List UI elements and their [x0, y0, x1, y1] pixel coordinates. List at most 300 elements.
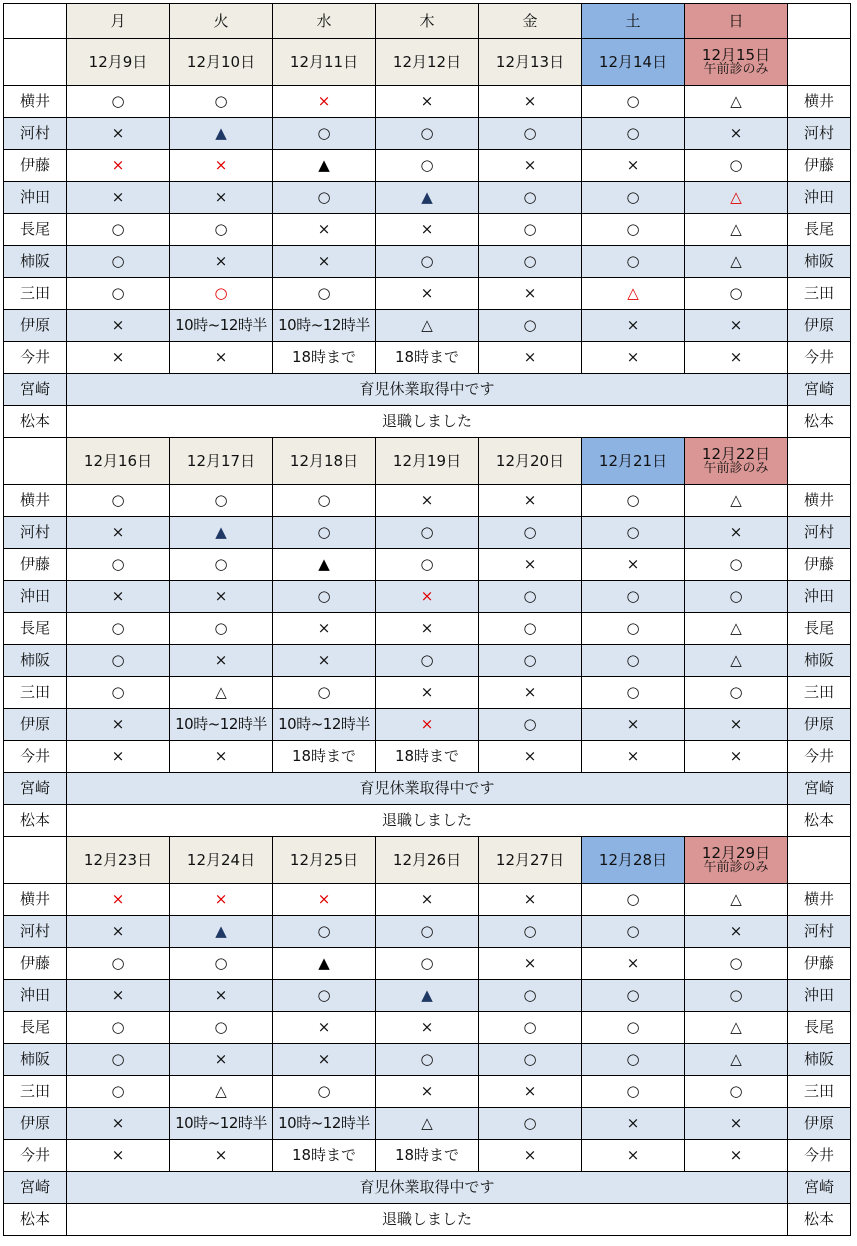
date-row-blank — [4, 837, 67, 884]
schedule-cell: × — [376, 485, 479, 517]
schedule-cell: △ — [582, 278, 685, 310]
staff-row — [4, 150, 851, 182]
schedule-cell: ○ — [376, 645, 479, 677]
schedule-cell: × — [479, 86, 582, 118]
schedule-cell: × — [582, 549, 685, 581]
schedule-cell: ○ — [582, 118, 685, 150]
date-cell — [582, 39, 685, 86]
schedule-cell: × — [273, 613, 376, 645]
staff-name-right: 柿阪 — [788, 1044, 851, 1076]
schedule-cell: × — [582, 741, 685, 773]
staff-name: 横井 — [4, 86, 67, 118]
schedule-cell: ○ — [376, 916, 479, 948]
weekday-header-1: 月 — [67, 4, 170, 39]
date-cell — [479, 39, 582, 86]
staff-name: 横井 — [4, 485, 67, 517]
staff-row — [4, 1108, 851, 1140]
date-label: 12月27日 — [495, 850, 565, 869]
date-label: 12月18日 — [289, 451, 359, 470]
schedule-cell: ○ — [582, 1012, 685, 1044]
schedule-cell: ○ — [479, 916, 582, 948]
schedule-cell: ○ — [170, 613, 273, 645]
schedule-cell: × — [273, 884, 376, 916]
schedule-cell: × — [273, 645, 376, 677]
schedule-cell: ○ — [67, 1076, 170, 1108]
date-label: 12月12日 — [392, 52, 462, 71]
date-label: 12月17日 — [186, 451, 256, 470]
schedule-cell: ○ — [170, 549, 273, 581]
schedule-cell: ○ — [479, 1044, 582, 1076]
staff-name-right: 三田 — [788, 1076, 851, 1108]
staff-row — [4, 118, 851, 150]
schedule-cell: × — [67, 884, 170, 916]
date-label: 12月10日 — [186, 52, 256, 71]
schedule-cell: ○ — [685, 150, 788, 182]
date-label: 12月26日 — [392, 850, 462, 869]
weekday-header-4: 木 — [376, 4, 479, 39]
date-label: 12月16日 — [83, 451, 153, 470]
date-cell — [582, 438, 685, 485]
schedule-cell: × — [582, 1108, 685, 1140]
schedule-cell: × — [376, 86, 479, 118]
status-note: 退職しました — [67, 805, 788, 837]
schedule-cell: 18時まで — [273, 342, 376, 374]
weekday-header-3: 水 — [273, 4, 376, 39]
schedule-cell: ○ — [273, 517, 376, 549]
schedule-cell: × — [685, 1140, 788, 1172]
schedule-cell: ○ — [273, 980, 376, 1012]
schedule-cell: ○ — [376, 1044, 479, 1076]
staff-row — [4, 1044, 851, 1076]
schedule-cell: △ — [685, 485, 788, 517]
schedule-cell: × — [273, 1012, 376, 1044]
staff-row — [4, 1140, 851, 1172]
staff-name-right: 長尾 — [788, 613, 851, 645]
schedule-cell: ▲ — [273, 150, 376, 182]
weekday-header-2: 火 — [170, 4, 273, 39]
schedule-cell: ○ — [170, 485, 273, 517]
date-cell — [273, 837, 376, 884]
staff-name: 河村 — [4, 916, 67, 948]
date-cell — [67, 438, 170, 485]
schedule-cell: ○ — [479, 613, 582, 645]
schedule-cell: × — [685, 342, 788, 374]
staff-row — [4, 613, 851, 645]
schedule-cell: ○ — [582, 182, 685, 214]
schedule-cell: ○ — [273, 182, 376, 214]
date-label: 12月13日 — [495, 52, 565, 71]
schedule-cell: △ — [685, 1012, 788, 1044]
schedule-cell: × — [67, 741, 170, 773]
staff-name-right: 松本 — [788, 406, 851, 438]
date-row-blank-right — [788, 39, 851, 86]
date-label: 12月29日 — [701, 843, 771, 862]
schedule-cell: 18時まで — [376, 1140, 479, 1172]
schedule-cell: ○ — [376, 948, 479, 980]
schedule-cell: △ — [685, 86, 788, 118]
date-label: 12月15日 — [701, 45, 771, 64]
status-note: 育児休業取得中です — [67, 1172, 788, 1204]
corner-cell-right — [788, 4, 851, 39]
staff-row — [4, 581, 851, 613]
schedule-cell: ○ — [685, 278, 788, 310]
staff-span-row — [4, 1204, 851, 1236]
staff-name: 伊藤 — [4, 150, 67, 182]
status-note: 育児休業取得中です — [67, 374, 788, 406]
schedule-cell: ○ — [582, 86, 685, 118]
schedule-cell: △ — [376, 310, 479, 342]
schedule-cell: △ — [170, 677, 273, 709]
schedule-cell: × — [479, 677, 582, 709]
schedule-cell: × — [170, 1044, 273, 1076]
schedule-cell: × — [685, 741, 788, 773]
schedule-cell: ○ — [479, 980, 582, 1012]
schedule-cell: × — [479, 150, 582, 182]
staff-name-right: 横井 — [788, 884, 851, 916]
schedule-cell: △ — [376, 1108, 479, 1140]
staff-name-right: 横井 — [788, 485, 851, 517]
staff-name: 沖田 — [4, 980, 67, 1012]
date-label: 12月25日 — [289, 850, 359, 869]
schedule-cell: ○ — [170, 86, 273, 118]
schedule-cell: ○ — [67, 214, 170, 246]
staff-name: 三田 — [4, 278, 67, 310]
schedule-cell: ○ — [67, 677, 170, 709]
date-cell — [170, 837, 273, 884]
date-cell — [67, 39, 170, 86]
staff-name-right: 横井 — [788, 86, 851, 118]
schedule-cell: 10時~12時半 — [273, 709, 376, 741]
schedule-cell: × — [67, 310, 170, 342]
schedule-cell: × — [67, 342, 170, 374]
schedule-cell: × — [479, 278, 582, 310]
staff-name: 松本 — [4, 805, 67, 837]
date-cell — [685, 438, 788, 485]
morning-only-note: 午前診のみ — [703, 859, 769, 875]
staff-name: 長尾 — [4, 613, 67, 645]
date-cell — [685, 837, 788, 884]
schedule-cell: 10時~12時半 — [273, 310, 376, 342]
date-label: 12月24日 — [186, 850, 256, 869]
staff-name: 三田 — [4, 677, 67, 709]
date-label: 12月28日 — [598, 850, 668, 869]
schedule-cell: × — [479, 1140, 582, 1172]
schedule-cell: ○ — [67, 948, 170, 980]
schedule-cell: 18時まで — [376, 741, 479, 773]
staff-name-right: 沖田 — [788, 182, 851, 214]
schedule-cell: 10時~12時半 — [170, 310, 273, 342]
weekday-header-row — [4, 4, 851, 39]
date-cell — [582, 837, 685, 884]
schedule-cell: × — [170, 741, 273, 773]
staff-name: 柿阪 — [4, 645, 67, 677]
schedule-cell: × — [170, 884, 273, 916]
weekday-header-6: 土 — [582, 4, 685, 39]
date-label: 12月21日 — [598, 451, 668, 470]
schedule-cell: ○ — [685, 948, 788, 980]
staff-name: 伊藤 — [4, 948, 67, 980]
staff-row — [4, 980, 851, 1012]
schedule-cell: × — [376, 884, 479, 916]
staff-row — [4, 342, 851, 374]
schedule-cell: × — [376, 613, 479, 645]
schedule-cell: ○ — [582, 916, 685, 948]
schedule-cell: ○ — [582, 884, 685, 916]
staff-row — [4, 884, 851, 916]
schedule-cell: ▲ — [170, 517, 273, 549]
schedule-cell: ○ — [273, 581, 376, 613]
schedule-cell: × — [67, 182, 170, 214]
schedule-cell: × — [685, 1108, 788, 1140]
schedule-cell: ○ — [67, 246, 170, 278]
schedule-cell: ○ — [273, 1076, 376, 1108]
staff-name-right: 松本 — [788, 1204, 851, 1236]
staff-name-right: 沖田 — [788, 980, 851, 1012]
schedule-cell: ○ — [376, 150, 479, 182]
staff-row — [4, 1012, 851, 1044]
staff-span-row — [4, 773, 851, 805]
staff-row — [4, 1076, 851, 1108]
date-label: 12月14日 — [598, 52, 668, 71]
schedule-cell: × — [67, 1108, 170, 1140]
staff-row — [4, 709, 851, 741]
date-cell — [170, 438, 273, 485]
schedule-cell: × — [376, 581, 479, 613]
staff-name: 伊原 — [4, 1108, 67, 1140]
schedule-cell: ○ — [582, 246, 685, 278]
staff-name: 今井 — [4, 741, 67, 773]
status-note: 育児休業取得中です — [67, 773, 788, 805]
schedule-cell: × — [170, 182, 273, 214]
schedule-cell: × — [582, 709, 685, 741]
staff-name-right: 長尾 — [788, 214, 851, 246]
staff-row — [4, 485, 851, 517]
schedule-cell: × — [376, 709, 479, 741]
date-row-blank — [4, 438, 67, 485]
schedule-cell: × — [582, 1140, 685, 1172]
schedule-cell: ○ — [479, 645, 582, 677]
schedule-cell: × — [376, 677, 479, 709]
schedule-cell: × — [67, 1140, 170, 1172]
staff-name: 河村 — [4, 517, 67, 549]
staff-name-right: 柿阪 — [788, 645, 851, 677]
schedule-cell: × — [376, 1012, 479, 1044]
schedule-cell: × — [67, 709, 170, 741]
schedule-cell: ○ — [67, 1012, 170, 1044]
staff-name-right: 今井 — [788, 342, 851, 374]
date-row — [4, 39, 851, 86]
staff-name: 沖田 — [4, 581, 67, 613]
staff-name: 河村 — [4, 118, 67, 150]
staff-name-right: 伊藤 — [788, 549, 851, 581]
date-cell — [376, 438, 479, 485]
schedule-cell: ○ — [582, 581, 685, 613]
staff-row — [4, 86, 851, 118]
staff-name-right: 宮崎 — [788, 773, 851, 805]
staff-name: 長尾 — [4, 1012, 67, 1044]
schedule-cell: ○ — [376, 549, 479, 581]
schedule-cell: 10時~12時半 — [170, 709, 273, 741]
staff-name-right: 三田 — [788, 278, 851, 310]
schedule-cell: × — [67, 916, 170, 948]
schedule-cell: ○ — [67, 86, 170, 118]
schedule-cell: ○ — [479, 581, 582, 613]
schedule-cell: × — [479, 884, 582, 916]
schedule-cell: ○ — [479, 118, 582, 150]
staff-row — [4, 645, 851, 677]
schedule-cell: ○ — [479, 246, 582, 278]
schedule-cell: ○ — [582, 613, 685, 645]
schedule-cell: × — [582, 150, 685, 182]
doctor-schedule-table — [3, 3, 851, 1236]
date-label: 12月11日 — [289, 52, 359, 71]
schedule-cell: 18時まで — [376, 342, 479, 374]
schedule-cell: ○ — [170, 948, 273, 980]
schedule-cell: ○ — [376, 118, 479, 150]
schedule-cell: ○ — [479, 517, 582, 549]
corner-cell — [4, 4, 67, 39]
staff-row — [4, 741, 851, 773]
schedule-cell: × — [479, 948, 582, 980]
schedule-cell: × — [67, 581, 170, 613]
date-cell — [273, 438, 376, 485]
schedule-cell: ○ — [273, 916, 376, 948]
schedule-cell: △ — [170, 1076, 273, 1108]
schedule-cell: ○ — [67, 549, 170, 581]
staff-row — [4, 549, 851, 581]
date-label: 12月9日 — [88, 52, 148, 71]
date-cell — [479, 837, 582, 884]
schedule-cell: × — [273, 214, 376, 246]
date-cell — [67, 837, 170, 884]
schedule-cell: × — [170, 645, 273, 677]
staff-span-row — [4, 406, 851, 438]
schedule-cell: × — [582, 948, 685, 980]
schedule-cell: × — [479, 1076, 582, 1108]
schedule-cell: ○ — [376, 517, 479, 549]
schedule-cell: ▲ — [376, 980, 479, 1012]
schedule-cell: × — [376, 1076, 479, 1108]
date-cell — [685, 39, 788, 86]
staff-row — [4, 310, 851, 342]
staff-name-right: 柿阪 — [788, 246, 851, 278]
date-cell — [479, 438, 582, 485]
schedule-cell: × — [685, 517, 788, 549]
schedule-cell: × — [67, 118, 170, 150]
staff-name: 松本 — [4, 1204, 67, 1236]
staff-row — [4, 214, 851, 246]
date-cell — [376, 837, 479, 884]
weekday-header-7: 日 — [685, 4, 788, 39]
schedule-cell: × — [273, 86, 376, 118]
schedule-cell: ○ — [582, 214, 685, 246]
staff-name-right: 今井 — [788, 741, 851, 773]
schedule-cell: ○ — [685, 677, 788, 709]
staff-name-right: 伊藤 — [788, 150, 851, 182]
schedule-cell: × — [170, 980, 273, 1012]
date-row-blank-right — [788, 837, 851, 884]
schedule-cell: ○ — [685, 980, 788, 1012]
schedule-cell: ○ — [479, 310, 582, 342]
schedule-cell: ○ — [479, 709, 582, 741]
schedule-cell: ○ — [582, 1076, 685, 1108]
date-row — [4, 837, 851, 884]
schedule-cell: △ — [685, 613, 788, 645]
staff-name-right: 長尾 — [788, 1012, 851, 1044]
staff-name-right: 河村 — [788, 916, 851, 948]
schedule-cell: ▲ — [170, 916, 273, 948]
staff-name: 柿阪 — [4, 1044, 67, 1076]
schedule-cell: × — [273, 246, 376, 278]
staff-name-right: 河村 — [788, 517, 851, 549]
schedule-cell: ○ — [582, 645, 685, 677]
schedule-cell: × — [67, 517, 170, 549]
weekday-header-5: 金 — [479, 4, 582, 39]
schedule-cell: ○ — [170, 1012, 273, 1044]
schedule-cell: ○ — [582, 677, 685, 709]
schedule-cell: ○ — [67, 1044, 170, 1076]
date-cell — [376, 39, 479, 86]
schedule-cell: ○ — [479, 182, 582, 214]
schedule-cell: ○ — [67, 485, 170, 517]
schedule-cell: 10時~12時半 — [273, 1108, 376, 1140]
schedule-cell: 18時まで — [273, 741, 376, 773]
staff-name: 松本 — [4, 406, 67, 438]
schedule-cell: ○ — [479, 1108, 582, 1140]
schedule-cell: × — [67, 150, 170, 182]
schedule-cell: △ — [685, 214, 788, 246]
schedule-cell: ○ — [582, 980, 685, 1012]
schedule-cell: × — [685, 916, 788, 948]
staff-name: 長尾 — [4, 214, 67, 246]
schedule-cell: × — [685, 310, 788, 342]
schedule-cell: ▲ — [170, 118, 273, 150]
staff-span-row — [4, 1172, 851, 1204]
staff-name-right: 伊藤 — [788, 948, 851, 980]
schedule-cell: ▲ — [273, 948, 376, 980]
staff-row — [4, 948, 851, 980]
schedule-cell: ○ — [170, 278, 273, 310]
staff-name: 宮崎 — [4, 374, 67, 406]
schedule-cell: ○ — [170, 214, 273, 246]
schedule-cell: ○ — [67, 278, 170, 310]
schedule-cell: × — [479, 549, 582, 581]
schedule-cell: × — [582, 342, 685, 374]
date-label: 12月20日 — [495, 451, 565, 470]
date-label: 12月23日 — [83, 850, 153, 869]
schedule-cell: × — [479, 485, 582, 517]
staff-row — [4, 517, 851, 549]
staff-name-right: 伊原 — [788, 1108, 851, 1140]
staff-name-right: 河村 — [788, 118, 851, 150]
schedule-cell: ▲ — [273, 549, 376, 581]
date-row-blank — [4, 39, 67, 86]
staff-name-right: 三田 — [788, 677, 851, 709]
staff-name: 柿阪 — [4, 246, 67, 278]
schedule-cell: ○ — [273, 677, 376, 709]
schedule-cell: ○ — [582, 1044, 685, 1076]
status-note: 退職しました — [67, 1204, 788, 1236]
schedule-cell: × — [479, 741, 582, 773]
date-label: 12月19日 — [392, 451, 462, 470]
schedule-cell: ○ — [582, 517, 685, 549]
schedule-cell: × — [479, 342, 582, 374]
schedule-cell: × — [170, 342, 273, 374]
schedule-cell: × — [170, 1140, 273, 1172]
schedule-cell: × — [170, 581, 273, 613]
date-cell — [273, 39, 376, 86]
staff-name: 伊原 — [4, 310, 67, 342]
